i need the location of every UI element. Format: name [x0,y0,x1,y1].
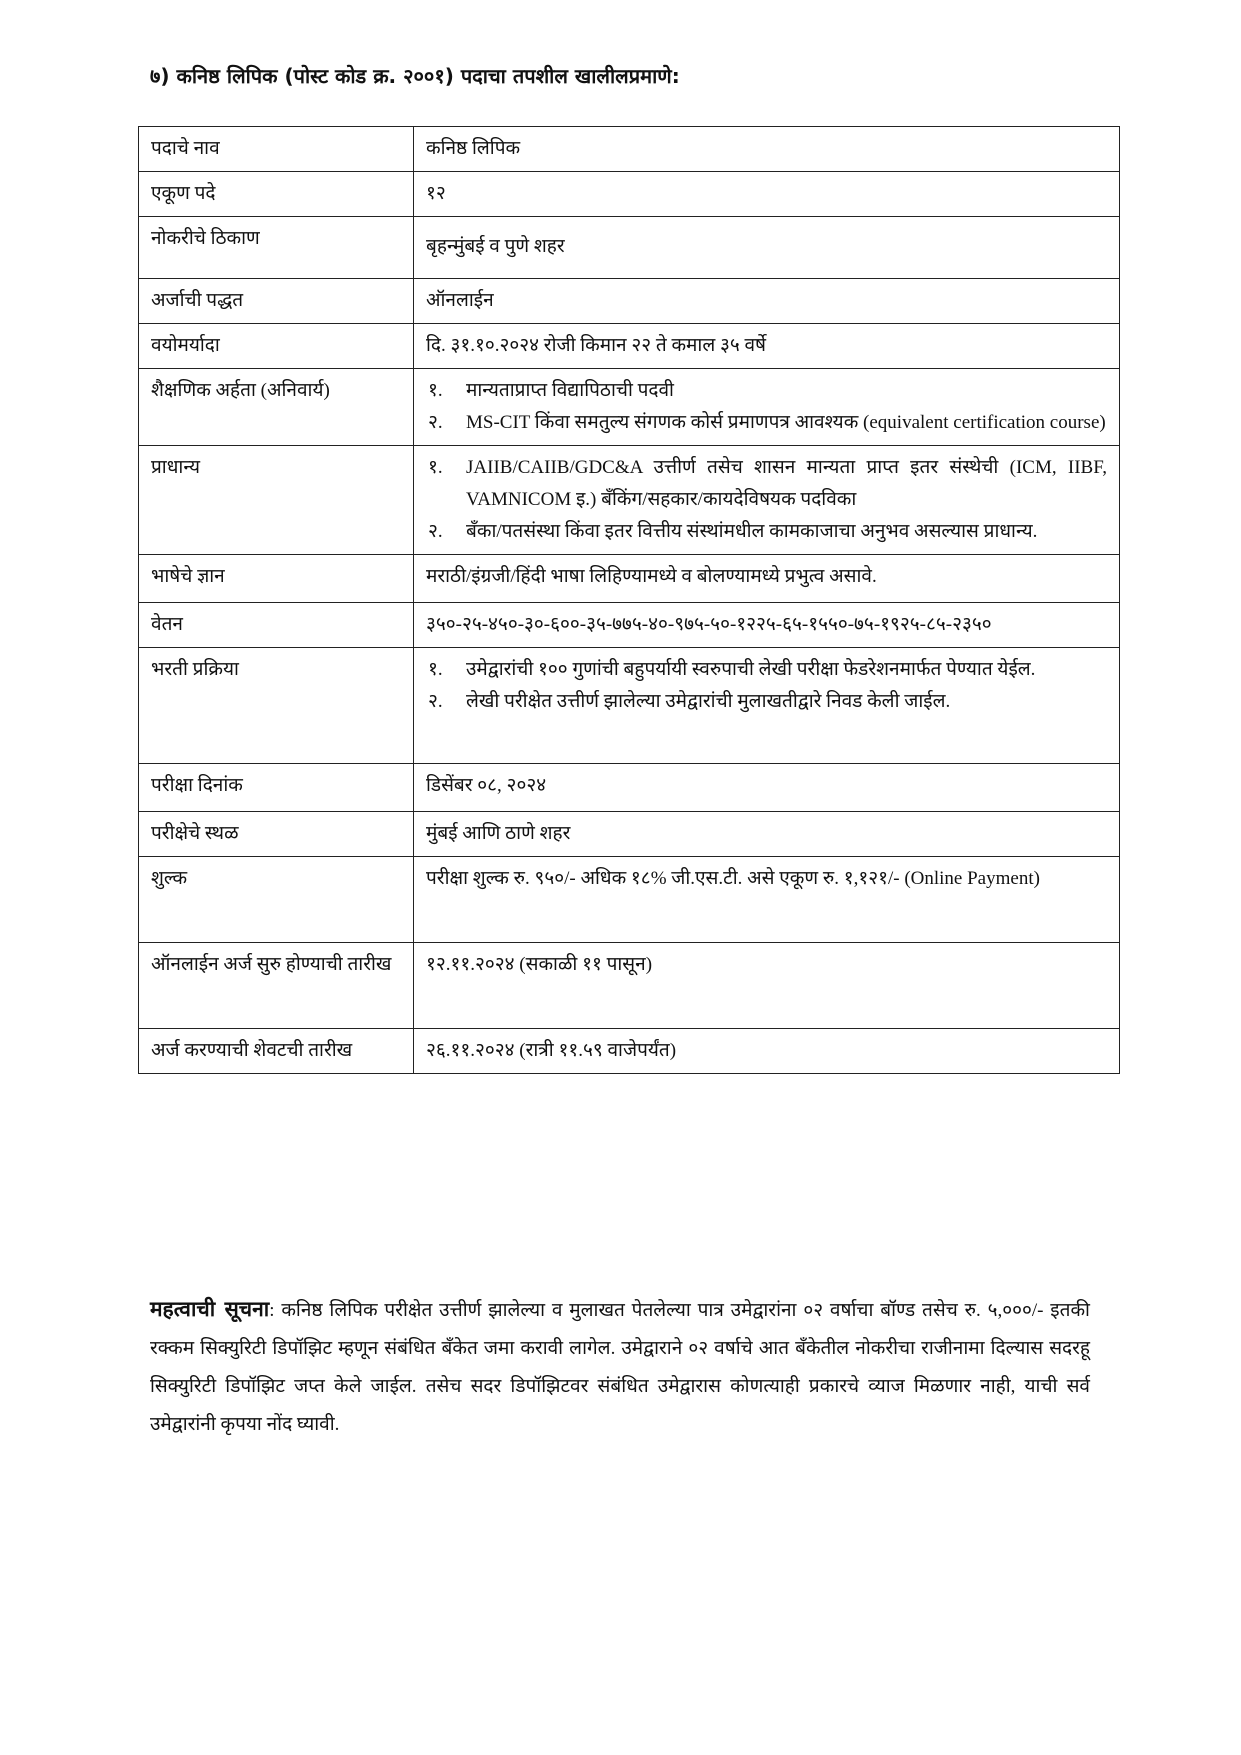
item-text: MS-CIT किंवा समतुल्य संगणक कोर्स प्रमाणपत्र आवश्यक (equivalent certification course) [466,412,1106,433]
table-row [139,1029,1120,1074]
row-value: परीक्षा शुल्क रु. ९५०/- अधिक १८% जी.एस.टी. असे एकूण रु. १,१२१/- (Online Payment) [414,857,1120,943]
row-label: शैक्षणिक अर्हता (अनिवार्य) [139,369,414,446]
row-label: एकूण पदे [139,172,414,217]
item-list [426,375,1107,439]
row-value: ऑनलाईन [414,279,1120,324]
row-label: वेतन [139,603,414,648]
row-value: २६.११.२०२४ (रात्री ११.५९ वाजेपर्यंत) [414,1029,1120,1074]
list-item [426,375,1107,407]
row-value: डिसेंबर ०८, २०२४ [414,764,1120,812]
post-details-table [138,126,1120,1074]
table-row [139,555,1120,603]
row-label: भरती प्रक्रिया [139,648,414,764]
item-number: २. [428,521,443,542]
item-number: १. [428,380,443,401]
item-text: मान्यताप्राप्त विद्यापिठाची पदवी [466,380,674,401]
row-label: अर्जाची पद्धत [139,279,414,324]
item-number: २. [428,412,443,433]
item-number: २. [428,691,443,712]
item-text: उमेद्वारांची १०० गुणांची बहुपर्यायी स्वरुपाची लेखी परीक्षा फेडरेशनमार्फत पेण्यात येईल. [466,659,1036,680]
list-item [426,452,1107,516]
row-value: ३५०-२५-४५०-३०-६००-३५-७७५-४०-९७५-५०-१२२५-६५-१५५०-७५-१९२५-८५-२३५० [414,603,1120,648]
list-item [426,516,1107,548]
notice-title: महत्वाची सूचना [150,1297,270,1321]
item-number: १. [428,457,443,478]
table-row [139,648,1120,764]
table-row [139,279,1120,324]
table-row [139,812,1120,857]
row-label: परीक्षा दिनांक [139,764,414,812]
notice-text: : कनिष्ठ लिपिक परीक्षेत उत्तीर्ण झालेल्या व मुलाखत पेतलेल्या पात्र उमेद्वारांना ०२ वर्षाचा बॉण्ड तसेच रु. ५,०००/- इतकी रक्कम सिक्युरिटी डिपॉझिट म्हणून संबंधित बँकेत जमा करावी लागेल. उमेद्वाराने ०२ वर्षाचे आत बँकेतील नोकरीचा राजीनामा दिल्यास सदरहू सिक्युरिटी डिपॉझिट जप्त केले जाईल. तसेच सदर डिपॉझिटवर संबंधित उमेद्वारास कोणत्याही प्रकारचे व्याज मिळणार नाही, याची सर्व उमेद्वारांनी कृपया नोंद घ्यावी. [150,1300,1090,1435]
item-list [426,452,1107,548]
table-row [139,127,1120,172]
row-value-text: बृहन्मुंबई व पुणे शहर [426,236,565,257]
list-item [426,407,1107,439]
row-label: नोकरीचे ठिकाण [139,217,414,279]
row-label: प्राधान्य [139,446,414,555]
row-value: १२.११.२०२४ (सकाळी ११ पासून) [414,943,1120,1029]
item-text: JAIIB/CAIIB/GDC&A उत्तीर्ण तसेच शासन मान्यता प्राप्त इतर संस्थेची (ICM, IIBF, VAMNICOM इ.) बँकिंग/सहकार/कायदेविषयक पदविका [466,457,1107,510]
table-row [139,217,1120,279]
row-label: ऑनलाईन अर्ज सुरु होण्याची तारीख [139,943,414,1029]
row-label: भाषेचे ज्ञान [139,555,414,603]
item-text: बँका/पतसंस्था किंवा इतर वित्तीय संस्थांमधील कामकाजाचा अनुभव असल्यास प्राधान्य. [466,521,1038,542]
row-label: वयोमर्यादा [139,324,414,369]
item-number: १. [428,659,443,680]
list-item [426,654,1107,686]
row-value [414,217,1120,279]
row-value [414,369,1120,446]
row-value [414,648,1120,764]
row-label: परीक्षेचे स्थळ [139,812,414,857]
table-row [139,603,1120,648]
row-value: कनिष्ठ लिपिक [414,127,1120,172]
row-value: दि. ३१.१०.२०२४ रोजी किमान २२ ते कमाल ३५ वर्षे [414,324,1120,369]
item-text: लेखी परीक्षेत उत्तीर्ण झालेल्या उमेद्वारांची मुलाखतीद्वारे निवड केली जाईल. [466,691,951,712]
row-value: मुंबई आणि ठाणे शहर [414,812,1120,857]
table-row [139,764,1120,812]
row-value: मराठी/इंग्रजी/हिंदी भाषा लिहिण्यामध्ये व बोलण्यामध्ये प्रभुत्व असावे. [414,555,1120,603]
list-item [426,686,1107,718]
row-label: पदाचे नाव [139,127,414,172]
important-notice [150,1290,1090,1444]
table-row [139,446,1120,555]
section-heading: ७) कनिष्ठ लिपिक (पोस्ट कोड क्र. २००१) पदाचा तपशील खालीलप्रमाणे: [150,64,680,88]
row-label: शुल्क [139,857,414,943]
row-value [414,446,1120,555]
table-row [139,943,1120,1029]
item-list [426,654,1107,718]
table-row [139,172,1120,217]
table-row [139,857,1120,943]
row-label: अर्ज करण्याची शेवटची तारीख [139,1029,414,1074]
row-value: १२ [414,172,1120,217]
table-row [139,369,1120,446]
table-row [139,324,1120,369]
